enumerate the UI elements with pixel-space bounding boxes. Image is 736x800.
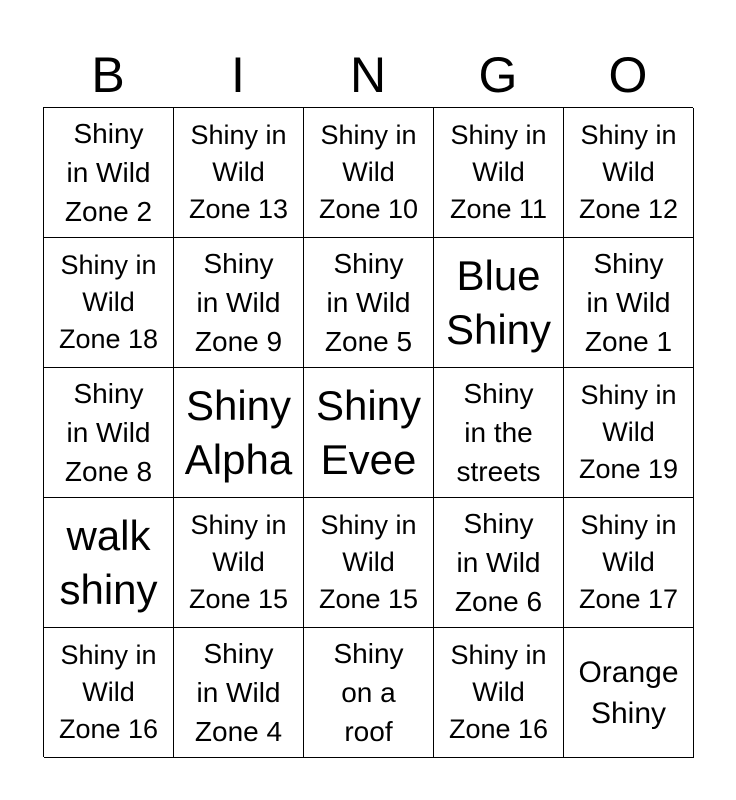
- bingo-cell-r1-c1[interactable]: Shiny in Wild Zone 2: [44, 108, 174, 238]
- bingo-cell-r4-c5[interactable]: Shiny in Wild Zone 17: [564, 498, 694, 628]
- bingo-cell-r4-c2[interactable]: Shiny in Wild Zone 15: [174, 498, 304, 628]
- bingo-cell-r1-c5[interactable]: Shiny in Wild Zone 12: [564, 108, 694, 238]
- bingo-cell-r2-c3[interactable]: Shiny in Wild Zone 5: [304, 238, 434, 368]
- bingo-cell-r2-c2[interactable]: Shiny in Wild Zone 9: [174, 238, 304, 368]
- bingo-header: [43, 44, 693, 106]
- header-letter-g: G: [478, 47, 518, 103]
- bingo-cell-r1-c3[interactable]: Shiny in Wild Zone 10: [304, 108, 434, 238]
- bingo-cell-r1-c2[interactable]: Shiny in Wild Zone 13: [174, 108, 304, 238]
- bingo-cell-r2-c4[interactable]: Blue Shiny: [434, 238, 564, 368]
- header-letter-n: N: [349, 47, 387, 103]
- header-letter-b: B: [91, 47, 125, 103]
- header-letter-o: O: [608, 47, 648, 103]
- header-letter-i: I: [231, 47, 245, 103]
- bingo-cell-r5-c1[interactable]: Shiny in Wild Zone 16: [44, 628, 174, 758]
- bingo-cell-r3-c5[interactable]: Shiny in Wild Zone 19: [564, 368, 694, 498]
- bingo-cell-r4-c3[interactable]: Shiny in Wild Zone 15: [304, 498, 434, 628]
- bingo-cell-r3-c3[interactable]: Shiny Evee: [304, 368, 434, 498]
- bingo-cell-r4-c1[interactable]: walk shiny: [44, 498, 174, 628]
- bingo-board: [43, 107, 693, 757]
- bingo-cell-r3-c2[interactable]: Shiny Alpha: [174, 368, 304, 498]
- bingo-cell-r1-c4[interactable]: Shiny in Wild Zone 11: [434, 108, 564, 238]
- bingo-cell-r3-c1[interactable]: Shiny in Wild Zone 8: [44, 368, 174, 498]
- bingo-cell-r3-c4[interactable]: Shiny in the streets: [434, 368, 564, 498]
- bingo-cell-r2-c1[interactable]: Shiny in Wild Zone 18: [44, 238, 174, 368]
- bingo-cell-r5-c3[interactable]: Shiny on a roof: [304, 628, 434, 758]
- bingo-cell-r5-c2[interactable]: Shiny in Wild Zone 4: [174, 628, 304, 758]
- bingo-cell-r2-c5[interactable]: Shiny in Wild Zone 1: [564, 238, 694, 368]
- bingo-cell-r5-c5[interactable]: Orange Shiny: [564, 628, 694, 758]
- bingo-cell-r4-c4[interactable]: Shiny in Wild Zone 6: [434, 498, 564, 628]
- bingo-cell-r5-c4[interactable]: Shiny in Wild Zone 16: [434, 628, 564, 758]
